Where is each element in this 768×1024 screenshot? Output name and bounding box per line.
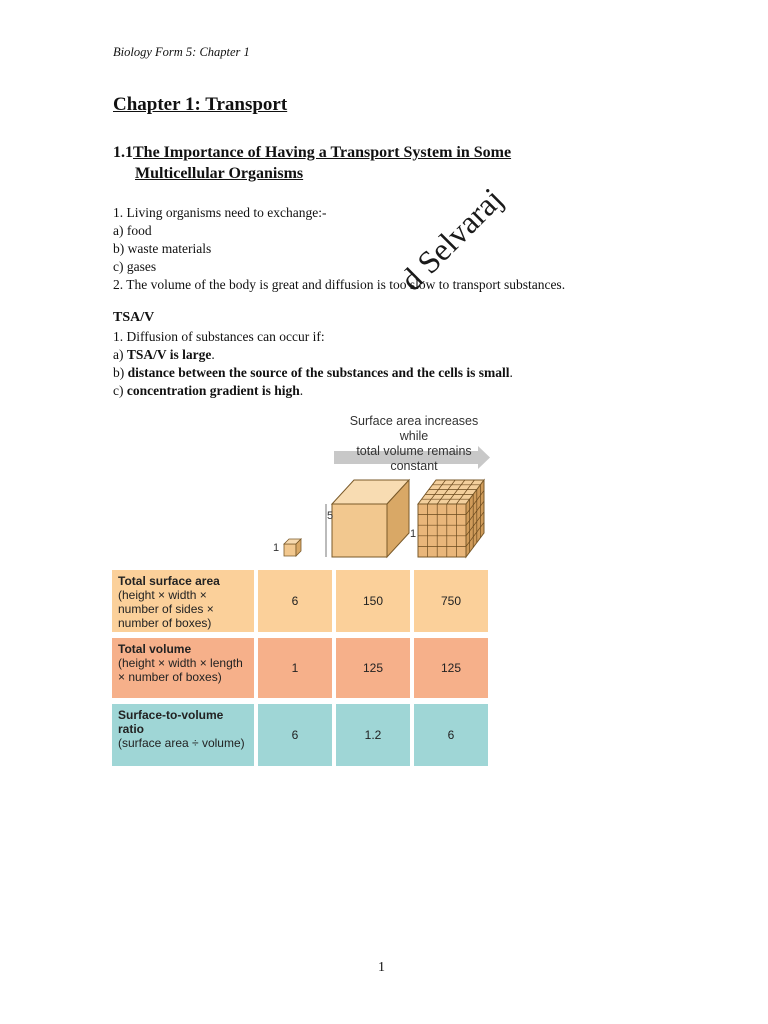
grid-cube-label: 1	[410, 528, 417, 540]
intro-line: b) waste materials	[113, 241, 212, 256]
row-label-sub: × number of boxes)	[118, 670, 222, 684]
item-prefix: a)	[113, 347, 127, 362]
figure-caption	[334, 414, 494, 474]
small-cube-icon	[284, 539, 301, 556]
intro-paragraph	[113, 204, 565, 294]
chapter-title: Chapter 1: Transport	[113, 94, 288, 115]
table-row	[112, 704, 488, 766]
row-label-main: Total volume	[118, 642, 192, 656]
intro-line: 2. The volume of the body is great and diffusion is too slow to transport substances.	[113, 277, 566, 292]
item-prefix: c)	[113, 383, 127, 398]
row-label	[112, 570, 254, 632]
row-label-main: ratio	[118, 722, 145, 736]
item-period: .	[211, 347, 215, 362]
small-cube-label: 1	[273, 542, 280, 554]
row-label-sub: (height × width × length	[118, 656, 243, 670]
large-cube-icon	[326, 480, 409, 557]
surface-volume-figure	[112, 412, 492, 772]
row-label-sub: (height × width ×	[118, 588, 207, 602]
watermark: d Selvaraj	[393, 180, 510, 298]
item-bold: TSA/V is large	[126, 347, 212, 362]
tsav-item-a	[113, 346, 513, 364]
row-label-main: Surface-to-volume	[118, 708, 224, 722]
section-heading	[113, 142, 613, 184]
caption-line: Surface area increases while	[349, 414, 479, 443]
section-number: 1.1	[113, 144, 133, 161]
tsav-item-b	[113, 364, 513, 382]
table-cell: 150	[336, 570, 410, 632]
large-cube-label: 5	[327, 510, 334, 522]
item-period: .	[299, 383, 304, 398]
table-cell: 6	[414, 704, 488, 766]
section-title-line1: The Importance of Having a Transport System in Some	[133, 144, 512, 161]
running-header: Biology Form 5: Chapter 1	[113, 45, 250, 59]
tsav-item-c	[113, 382, 513, 400]
subdivided-cube-icon	[418, 480, 484, 557]
table-row	[112, 570, 488, 632]
tsav-line: 1. Diffusion of substances can occur if:	[113, 329, 325, 344]
item-prefix: b)	[113, 365, 128, 380]
table-cell: 750	[414, 570, 488, 632]
tsav-heading: TSA/V	[113, 310, 155, 325]
table-cell: 6	[258, 704, 332, 766]
item-bold: concentration gradient is high	[126, 383, 300, 398]
intro-line: a) food	[113, 223, 152, 238]
tsav-paragraph	[113, 328, 513, 400]
table-cell: 1	[258, 638, 332, 698]
table-cell: 1.2	[336, 704, 410, 766]
intro-line: 1. Living organisms need to exchange:-	[113, 205, 327, 220]
section-title-line2: Multicellular Organisms	[135, 165, 304, 182]
row-label	[112, 704, 254, 766]
intro-line: c) gases	[113, 259, 157, 274]
row-label	[112, 638, 254, 698]
item-period: .	[509, 365, 513, 380]
table-cell: 125	[336, 638, 410, 698]
table-cell: 125	[414, 638, 488, 698]
row-label-main: Total surface area	[118, 574, 220, 588]
table-row	[112, 638, 488, 698]
item-bold: distance between the source of the substances and the cells is small	[127, 365, 510, 380]
caption-line: total volume remains constant	[356, 444, 472, 473]
row-label-sub: (surface area ÷ volume)	[118, 736, 245, 750]
table-cell: 6	[258, 570, 332, 632]
row-label-sub: number of boxes)	[118, 616, 212, 630]
row-label-sub: number of sides ×	[118, 602, 214, 616]
page-number: 1	[378, 960, 385, 975]
